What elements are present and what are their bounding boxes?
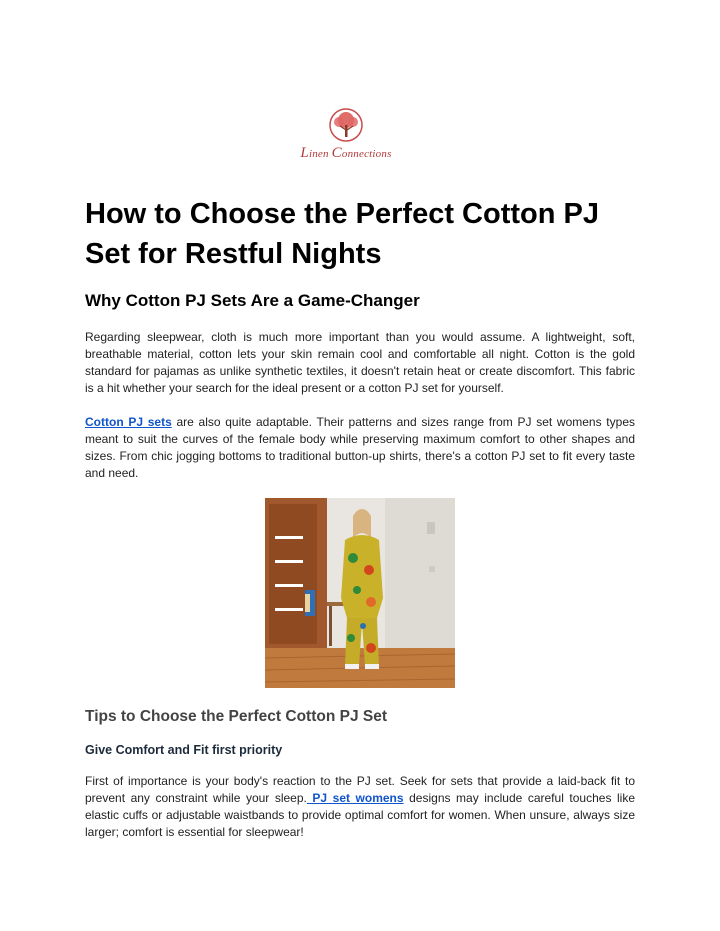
- tree-icon: [326, 108, 366, 144]
- pj-set-womens-link[interactable]: PJ set womens: [306, 791, 404, 805]
- paragraph-adaptable: Cotton PJ sets are also quite adaptable. Their patterns and sizes range from PJ set womens types meant to suit the curves of the female body while preserving maximum comfort to other shapes and sizes. From chic jogging bottoms to traditional button-up shirts, there's a cotton PJ set to fit every taste and need.: [85, 415, 635, 480]
- brand-logo: [296, 108, 396, 168]
- subheading-comfort: Give Comfort and Fit first priority: [85, 743, 283, 757]
- section-heading-tips: Tips to Choose the Perfect Cotton PJ Set: [85, 708, 388, 725]
- logo-wordmark: Linen Connections: [300, 145, 392, 161]
- paragraph-comfort: First of importance is your body's reaction to the PJ set. Seek for sets that provide a laid-back fit to prevent any constraint while your sleep. PJ set womens designs may include careful touches like elastic cuffs or adjustable waistbands to provide optimal comfort for women. When unsure, always size larger; comfort is essential for sleepwear!: [85, 774, 635, 839]
- cotton-pj-sets-link[interactable]: Cotton PJ sets: [85, 415, 172, 429]
- paragraph-cloth: Regarding sleepwear, cloth is much more important than you would assume. A lightweight, soft, breathable material, cotton lets your skin remain cool and comfortable all night. Cotton is the gold standard for pajamas as unlike synthetic textiles, it doesn't retain heat or create discomfort. This fabric is a hit whether your search for the ideal present or a cotton PJ set for yourself.: [85, 330, 635, 395]
- page-title: How to Choose the Perfect Cotton PJ Set for Restful Nights: [85, 198, 599, 270]
- section-heading-why: Why Cotton PJ Sets Are a Game-Changer: [85, 291, 420, 310]
- product-photo: [265, 498, 455, 688]
